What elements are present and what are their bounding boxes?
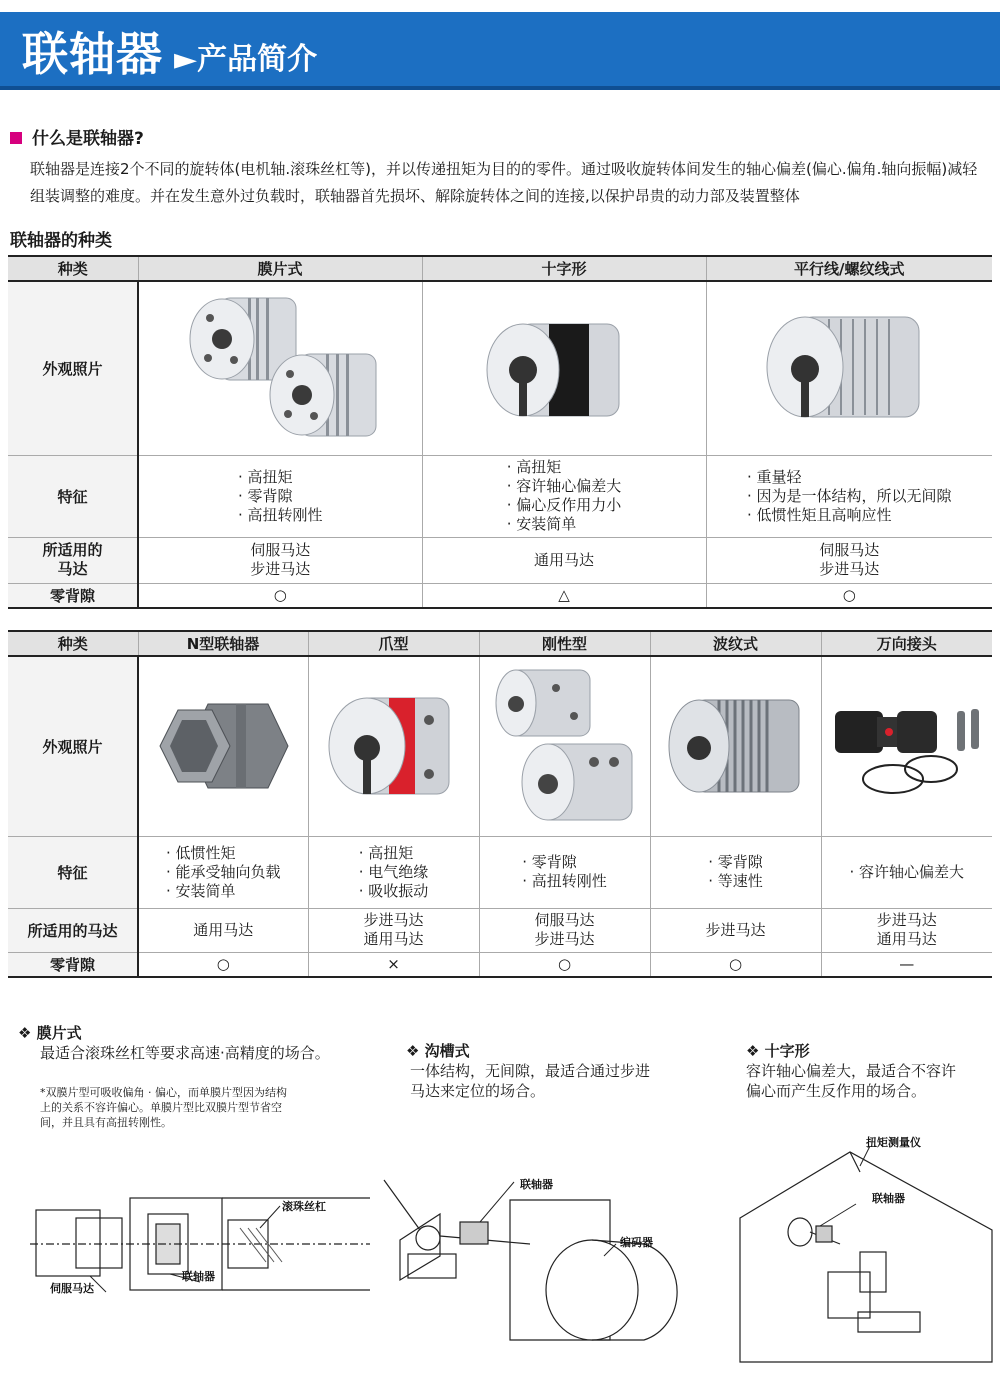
motor-value: 伺服马达 <box>534 911 595 929</box>
note-heading-text: 膜片式 <box>36 1024 82 1042</box>
universal-joint-photo <box>827 691 987 801</box>
col-header: 平行线/螺纹线式 <box>706 256 992 281</box>
list-item: · 高扭转刚性 <box>522 872 607 891</box>
ballscrew-diagram <box>30 1180 380 1300</box>
zero-backlash-mark: ○ <box>138 952 308 977</box>
table-row <box>8 455 992 537</box>
row-label-zero: 零背隙 <box>8 583 138 608</box>
label-coupling: 联轴器 <box>872 1192 905 1205</box>
motor-value: 步进马达 <box>819 560 880 578</box>
row-label-motor: 所适用的马达 <box>8 908 138 952</box>
zero-backlash-mark: ○ <box>138 583 422 608</box>
photo-cell <box>138 281 422 455</box>
col-header: 波纹式 <box>650 631 821 656</box>
photo-cell <box>479 656 650 836</box>
col-header: 万向接头 <box>821 631 992 656</box>
photo-cell <box>821 656 992 836</box>
motor-value: 步进马达 <box>705 920 766 939</box>
photo-cell <box>138 656 308 836</box>
label-coupling: 联轴器 <box>520 1178 553 1191</box>
list-item: · 低惯性矩且高响应性 <box>747 506 952 525</box>
footnote-line: 间，并且具有高扭转刚性。 <box>40 1116 172 1129</box>
note-groove <box>406 1040 650 1101</box>
note-heading <box>746 1040 956 1061</box>
row-label-motor <box>8 537 138 583</box>
photo-cell <box>650 656 821 836</box>
list-item: · 电气绝缘 <box>359 863 429 882</box>
motor-cell <box>138 537 422 583</box>
label-encoder: 编码器 <box>620 1236 653 1249</box>
bellows-coupling-photo <box>661 686 811 806</box>
note-heading <box>406 1040 650 1061</box>
table-row <box>8 281 992 455</box>
motor-cell <box>706 537 992 583</box>
col-header: 十字形 <box>422 256 706 281</box>
note-text <box>406 1061 650 1101</box>
label-torque-meter: 扭矩测量仪 <box>866 1136 921 1149</box>
note-heading-text: 十字形 <box>764 1042 810 1060</box>
row-label-features: 特征 <box>8 455 138 537</box>
zero-backlash-mark: △ <box>422 583 706 608</box>
note-heading <box>18 1022 330 1043</box>
slit-coupling-photo <box>759 303 939 433</box>
motor-cell <box>138 908 308 952</box>
features-list <box>507 458 622 534</box>
motor-value: 伺服马达 <box>250 541 311 559</box>
features-list <box>166 844 281 901</box>
page-subtitle: ►产品简介 <box>174 42 318 77</box>
table-row <box>8 952 992 977</box>
label-coupling: 联轴器 <box>182 1270 215 1283</box>
motor-value: 步进马达 <box>876 911 937 929</box>
list-item: · 吸收振动 <box>359 882 429 901</box>
footnote-line: *双膜片型可吸收偏角 · 偏心，而单膜片型因为结构 <box>40 1086 287 1099</box>
row-label-type: 种类 <box>8 631 138 656</box>
ballscrew-thread <box>240 1228 282 1262</box>
features-cell <box>821 836 992 908</box>
intro-heading <box>10 124 144 149</box>
zero-backlash-mark: × <box>308 952 479 977</box>
list-item: · 偏心反作用力小 <box>507 496 622 515</box>
diamond-bullet-icon: ❖ <box>406 1042 425 1060</box>
features-list <box>747 468 952 525</box>
kinds-title: 联轴器的种类 <box>10 231 112 251</box>
table-row <box>8 256 992 281</box>
features-cell <box>308 836 479 908</box>
list-item: · 零背隙 <box>522 853 607 872</box>
table-row <box>8 537 992 583</box>
list-item: · 零背隙 <box>238 487 323 506</box>
section-marker-icon <box>10 132 22 144</box>
n-type-coupling-photo <box>148 686 298 806</box>
diaphragm-coupling-photo <box>180 288 380 448</box>
features-cell <box>422 455 706 537</box>
zero-backlash-mark: ○ <box>650 952 821 977</box>
photo-cell <box>308 656 479 836</box>
motor-value: 步进马达 <box>250 560 311 578</box>
features-list <box>849 863 964 882</box>
list-item: · 容许轴心偏差大 <box>849 863 964 882</box>
note-text-line: 容许轴心偏差大，最适合不容许 <box>746 1062 957 1080</box>
list-item: · 安装简单 <box>166 882 281 901</box>
features-cell <box>650 836 821 908</box>
features-cell <box>479 836 650 908</box>
zero-backlash-mark: ○ <box>706 583 992 608</box>
motor-cell <box>821 908 992 952</box>
page-banner <box>0 12 1000 90</box>
rigid-coupling-photo <box>490 664 640 829</box>
table-row <box>8 656 992 836</box>
note-text-line: 一体结构，无间隙，最适合通过步进 <box>410 1062 651 1080</box>
note-footnote <box>18 1085 330 1130</box>
features-cell <box>138 455 422 537</box>
row-label-photo: 外观照片 <box>8 281 138 455</box>
col-header: 刚性型 <box>479 631 650 656</box>
col-header: N型联轴器 <box>138 631 308 656</box>
col-header: 膜片式 <box>138 256 422 281</box>
list-item: · 安装简单 <box>507 515 622 534</box>
features-list <box>359 844 429 901</box>
motor-cell <box>308 908 479 952</box>
motor-value: 通用马达 <box>363 930 424 948</box>
table-row <box>8 908 992 952</box>
table-row <box>8 631 992 656</box>
list-item: · 能承受轴向负载 <box>166 863 281 882</box>
list-item: · 零背隙 <box>708 853 763 872</box>
note-text-line: 马达来定位的场合。 <box>410 1082 546 1100</box>
note-diaphragm <box>18 1022 330 1130</box>
note-oldham <box>746 1040 956 1101</box>
row-label-zero: 零背隙 <box>8 952 138 977</box>
photo-cell <box>706 281 992 455</box>
motor-value: 通用马达 <box>876 930 937 948</box>
row-label-motor-line: 马达 <box>57 560 88 578</box>
list-item: · 容许轴心偏差大 <box>507 477 622 496</box>
oldham-coupling-photo <box>479 308 649 428</box>
list-item: · 低惯性矩 <box>166 844 281 863</box>
motor-value: 步进马达 <box>534 930 595 948</box>
motor-value: 步进马达 <box>363 911 424 929</box>
list-item: · 高扭矩 <box>238 468 323 487</box>
col-header: 爪型 <box>308 631 479 656</box>
photo-cell <box>422 281 706 455</box>
label-servo-motor: 伺服马达 <box>50 1282 94 1295</box>
zero-backlash-mark: ○ <box>479 952 650 977</box>
motor-value: 通用马达 <box>533 550 594 569</box>
torque-meter-diagram <box>730 1132 995 1364</box>
features-cell <box>706 455 992 537</box>
intro-text: 联轴器是连接2个不同的旋转体(电机轴.滚珠丝杠等)，并以传递扭矩为目的的零件。通过吸收旋转体间发生的轴心偏差(偏心.偏角.轴向振幅)减轻组装调整的难度。并在发生意外过负载时，联轴器首先损坏、解除旋转体之间的连接,以保护昂贵的动力部及装置整体 <box>30 160 978 205</box>
features-list <box>708 853 763 891</box>
row-label-photo: 外观照片 <box>8 656 138 836</box>
table-row <box>8 836 992 908</box>
intro-heading-text: 什么是联轴器? <box>32 129 144 149</box>
motor-cell <box>479 908 650 952</box>
coupling-table-1 <box>8 255 992 609</box>
note-text-line: 偏心而产生反作用的场合。 <box>746 1082 927 1100</box>
motor-value: 伺服马达 <box>819 541 880 559</box>
motor-cell <box>650 908 821 952</box>
page-title: 联轴器 <box>22 27 163 81</box>
zero-backlash-mark: — <box>821 952 992 977</box>
note-text: 最适合滚珠丝杠等要求高速·高精度的场合。 <box>40 1044 330 1062</box>
row-label-type: 种类 <box>8 256 138 281</box>
note-text <box>746 1061 956 1101</box>
coupling-table-2 <box>8 630 992 978</box>
features-list <box>522 853 607 891</box>
list-item: · 高扭矩 <box>359 844 429 863</box>
list-item: · 因为是一体结构，所以无间隙 <box>747 487 952 506</box>
list-item: · 高扭转刚性 <box>238 506 323 525</box>
table-row <box>8 583 992 608</box>
encoder-diagram <box>380 1160 700 1360</box>
list-item: · 重量轻 <box>747 468 952 487</box>
diamond-bullet-icon: ❖ <box>746 1042 765 1060</box>
features-list <box>238 468 323 525</box>
list-item: · 等速性 <box>708 872 763 891</box>
jaw-coupling-photo <box>319 686 469 806</box>
motor-cell <box>422 537 706 583</box>
row-label-features: 特征 <box>8 836 138 908</box>
list-item: · 高扭矩 <box>507 458 622 477</box>
row-label-motor-line: 所适用的 <box>42 541 103 559</box>
label-ball-screw: 滚珠丝杠 <box>282 1200 326 1213</box>
footnote-line: 上的关系不容许偏心。单膜片型比双膜片型节省空 <box>40 1101 282 1114</box>
note-heading-text: 沟槽式 <box>424 1042 470 1060</box>
features-cell <box>138 836 308 908</box>
diaphragm-coupling-back <box>270 354 376 436</box>
motor-value: 通用马达 <box>193 920 254 939</box>
diamond-bullet-icon: ❖ <box>18 1024 37 1042</box>
